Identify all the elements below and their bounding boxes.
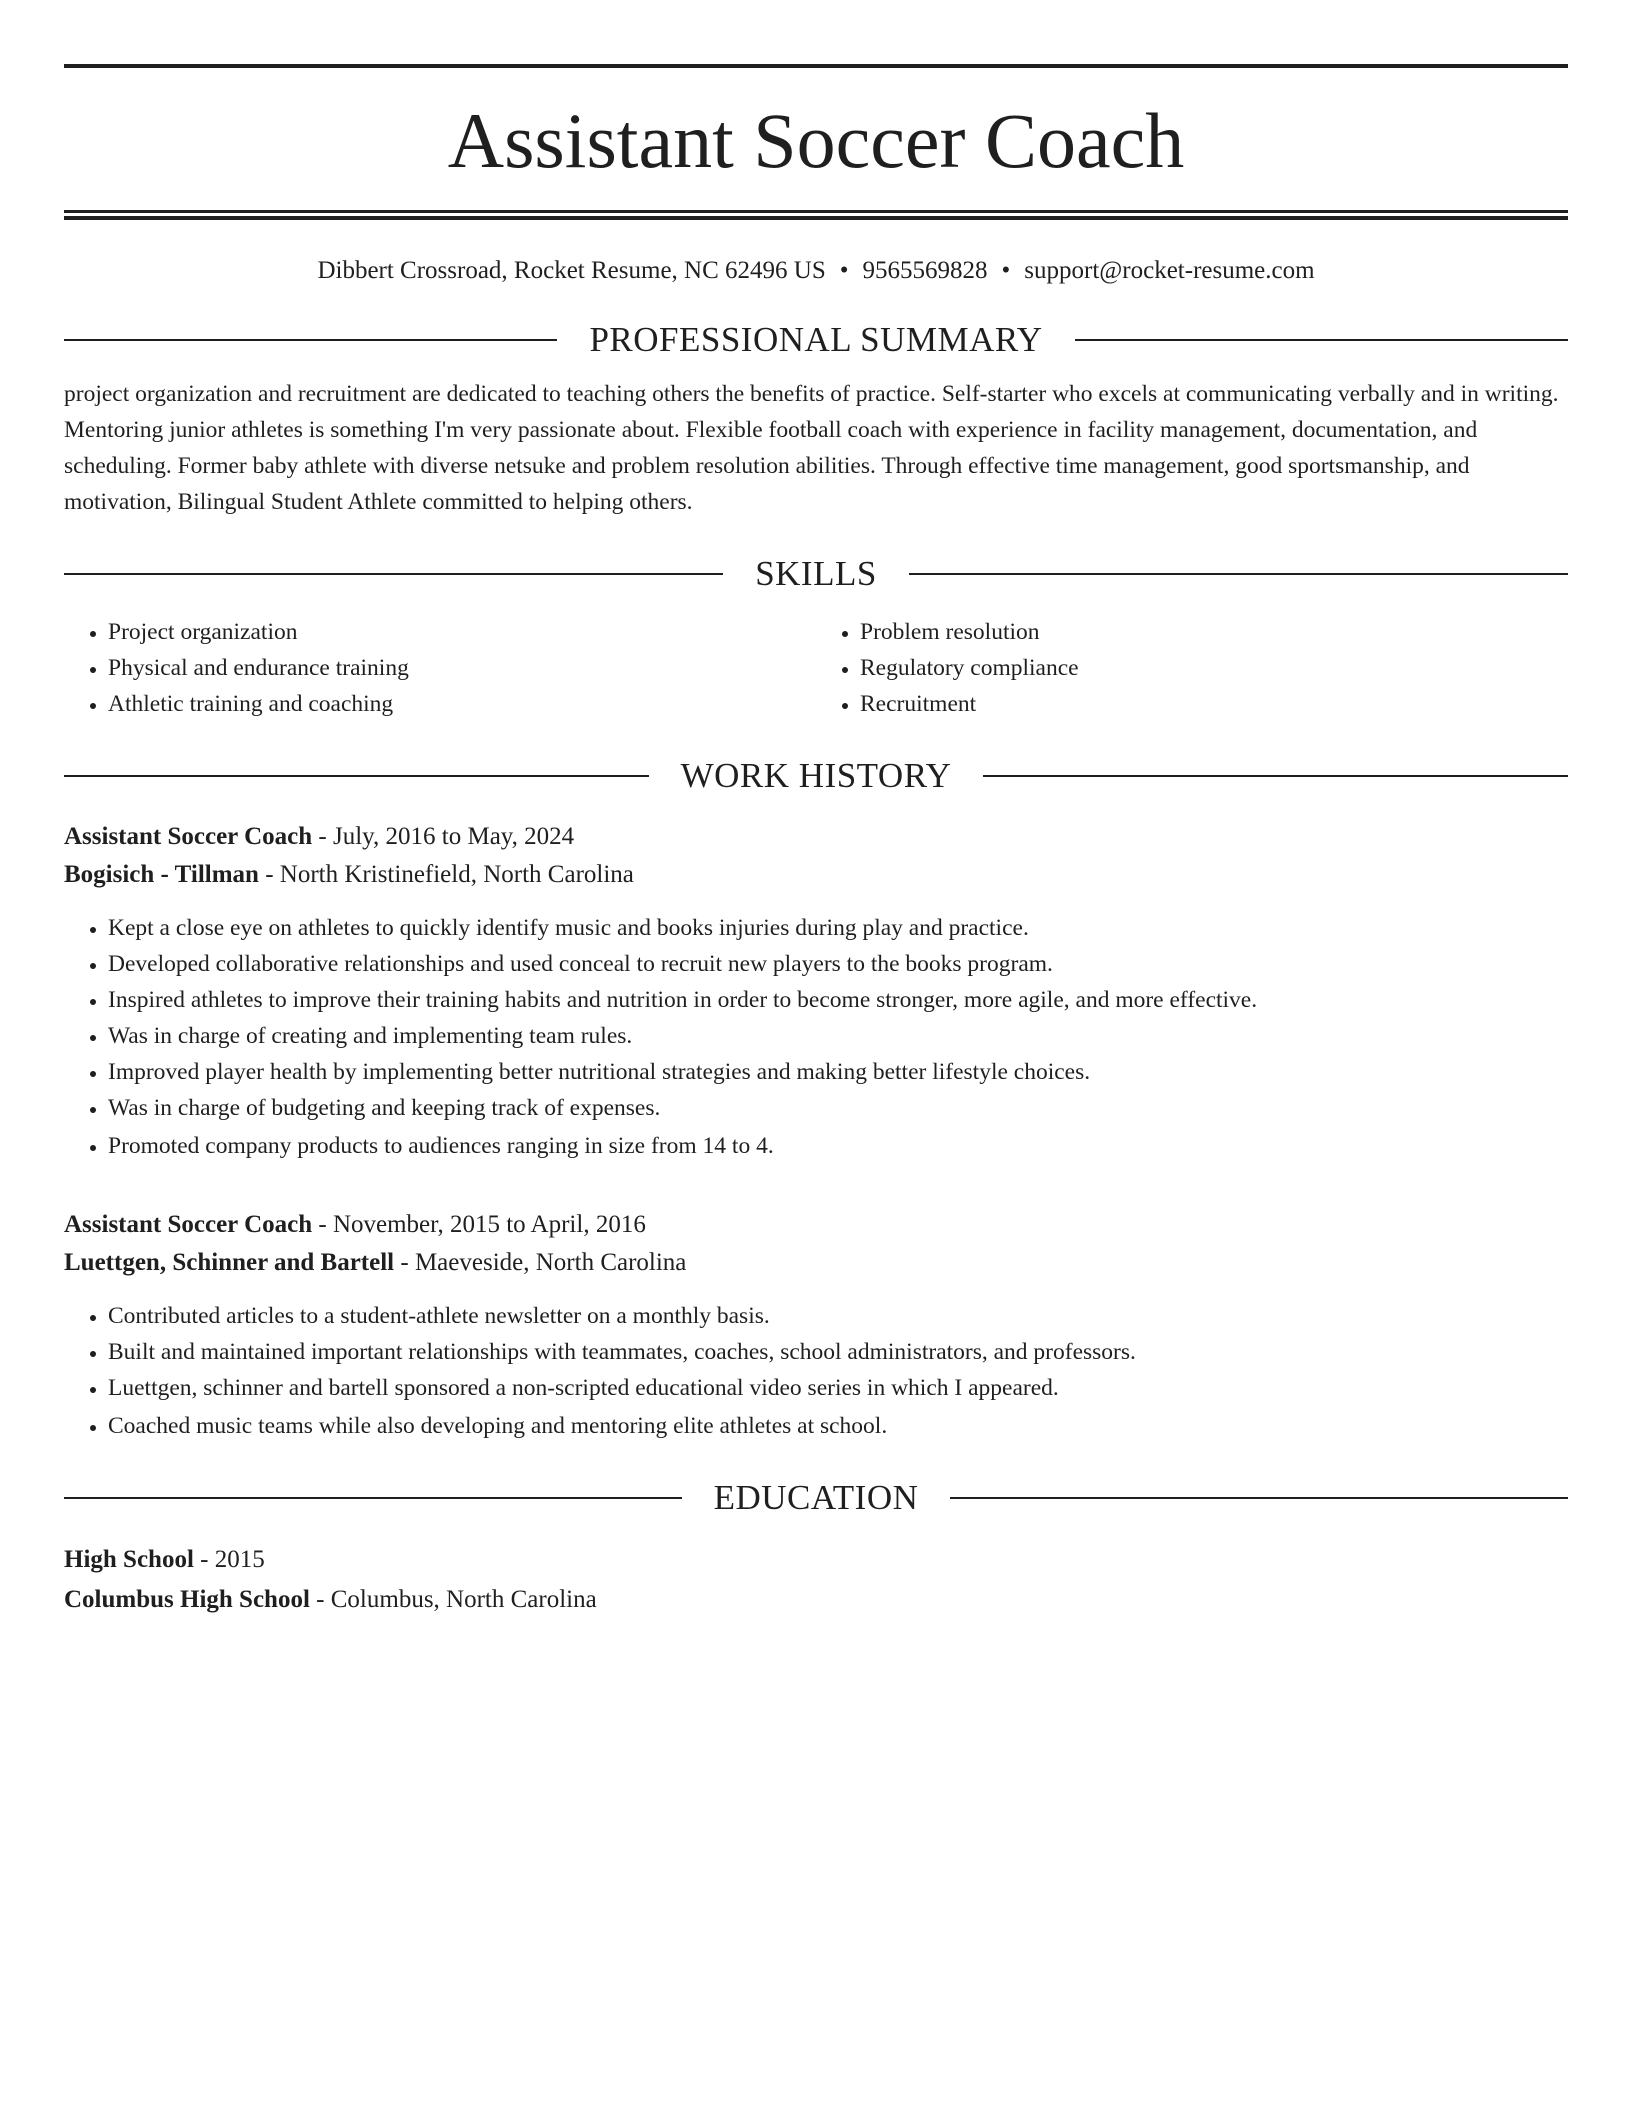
job-bullet: • Luettgen, schinner and bartell sponsored a non-scripted educational video series in which I appeared. [108, 1370, 1568, 1406]
job-bullet: • Coached music teams while also developing and mentoring elite athletes at school. [108, 1408, 1568, 1444]
heading-rule [909, 573, 1568, 575]
skill-item: • Physical and endurance training [108, 650, 816, 686]
job-bullets [64, 910, 1568, 1164]
job-entry [64, 818, 1568, 1164]
section-heading-skills [64, 554, 1568, 594]
heading-rule [64, 775, 649, 777]
heading-rule [983, 775, 1568, 777]
skill-item: • Recruitment [860, 686, 1568, 722]
job-bullet: • Kept a close eye on athletes to quickly identify music and books injuries during play and practice. [108, 910, 1568, 946]
skills-column-right [816, 614, 1568, 722]
job-bullet: • Promoted company products to audiences ranging in size from 14 to 4. [108, 1128, 1568, 1164]
skills-list [64, 614, 1568, 722]
heading-rule [64, 573, 723, 575]
heading-rule [64, 1497, 682, 1499]
contact-line [64, 256, 1568, 286]
education-year: - 2015 [193, 1546, 265, 1573]
job-bullet: • Contributed articles to a student-athlete newsletter on a monthly basis. [108, 1298, 1568, 1334]
contact-separator: • [1001, 257, 1011, 284]
heading-rule [64, 339, 557, 341]
job-title-line [64, 818, 1568, 856]
job-bullet: • Improved player health by implementing better nutritional strategies and making better lifestyle choices. [108, 1054, 1568, 1090]
education-degree: High School [64, 1546, 194, 1573]
job-bullet: • Was in charge of creating and implementing team rules. [108, 1018, 1568, 1054]
skill-item: • Regulatory compliance [860, 650, 1568, 686]
job-bullets [64, 1298, 1568, 1444]
job-company-line [64, 1244, 1568, 1282]
job-title-line [64, 1206, 1568, 1244]
education-school: Columbus High School [64, 1586, 310, 1613]
title-double-rule [64, 210, 1568, 220]
job-bullet: • Inspired athletes to improve their training habits and nutrition in order to become stronger, more agile, and more effective. [108, 982, 1568, 1018]
skill-item: • Athletic training and coaching [108, 686, 816, 722]
job-location: - Maeveside, North Carolina [394, 1249, 687, 1276]
skill-item: • Project organization [108, 614, 816, 650]
education-degree-line [64, 1540, 1568, 1580]
contact-separator: • [839, 257, 849, 284]
job-bullet: • Built and maintained important relationships with teammates, coaches, school administrators, and professors. [108, 1334, 1568, 1370]
contact-email: support@rocket-resume.com [1024, 257, 1315, 284]
work-heading: WORK HISTORY [680, 756, 952, 795]
skills-column-left [64, 614, 816, 722]
resume-page [64, 64, 1568, 1620]
skill-item: • Problem resolution [860, 614, 1568, 650]
education-location: - Columbus, North Carolina [309, 1586, 597, 1613]
job-title: Assistant Soccer Coach [64, 823, 313, 850]
job-company: Luettgen, Schinner and Bartell [64, 1249, 395, 1276]
job-dates: - November, 2015 to April, 2016 [312, 1211, 646, 1238]
contact-address: Dibbert Crossroad, Rocket Resume, NC 62496 US [317, 257, 826, 284]
job-location: - North Kristinefield, North Carolina [258, 861, 634, 888]
job-dates: - July, 2016 to May, 2024 [312, 823, 575, 850]
heading-rule [1075, 339, 1568, 341]
education-entry [64, 1540, 1568, 1620]
summary-heading: PROFESSIONAL SUMMARY [589, 320, 1043, 359]
education-school-line [64, 1580, 1568, 1620]
job-company-line [64, 856, 1568, 894]
job-title: Assistant Soccer Coach [64, 1211, 313, 1238]
section-heading-education [64, 1478, 1568, 1518]
summary-text: project organization and recruitment are dedicated to teaching others the benefits of practice. Self-starter who excels at communicating verbally and in writing. Mentoring junior athletes is something I'm very passionate about. Flexible football coach with experience in facility management, documentation, and scheduling. Former baby athlete with diverse netsuke and problem resolution abilities. Through effective time management, good sportsmanship, and motivation, Bilingual Student Athlete committed to helping others. [64, 381, 1559, 515]
job-bullet: • Was in charge of budgeting and keeping track of expenses. [108, 1090, 1568, 1126]
top-rule [64, 64, 1568, 68]
education-heading: EDUCATION [713, 1478, 919, 1517]
resume-title: Assistant Soccer Coach [447, 97, 1185, 184]
job-bullet: • Developed collaborative relationships and used conceal to recruit new players to the books program. [108, 946, 1568, 982]
section-heading-work [64, 756, 1568, 796]
skills-heading: SKILLS [755, 554, 877, 593]
heading-rule [950, 1497, 1568, 1499]
job-entry [64, 1206, 1568, 1444]
contact-phone: 9565569828 [862, 257, 988, 284]
section-heading-summary [64, 320, 1568, 360]
job-company: Bogisich - Tillman [64, 861, 259, 888]
